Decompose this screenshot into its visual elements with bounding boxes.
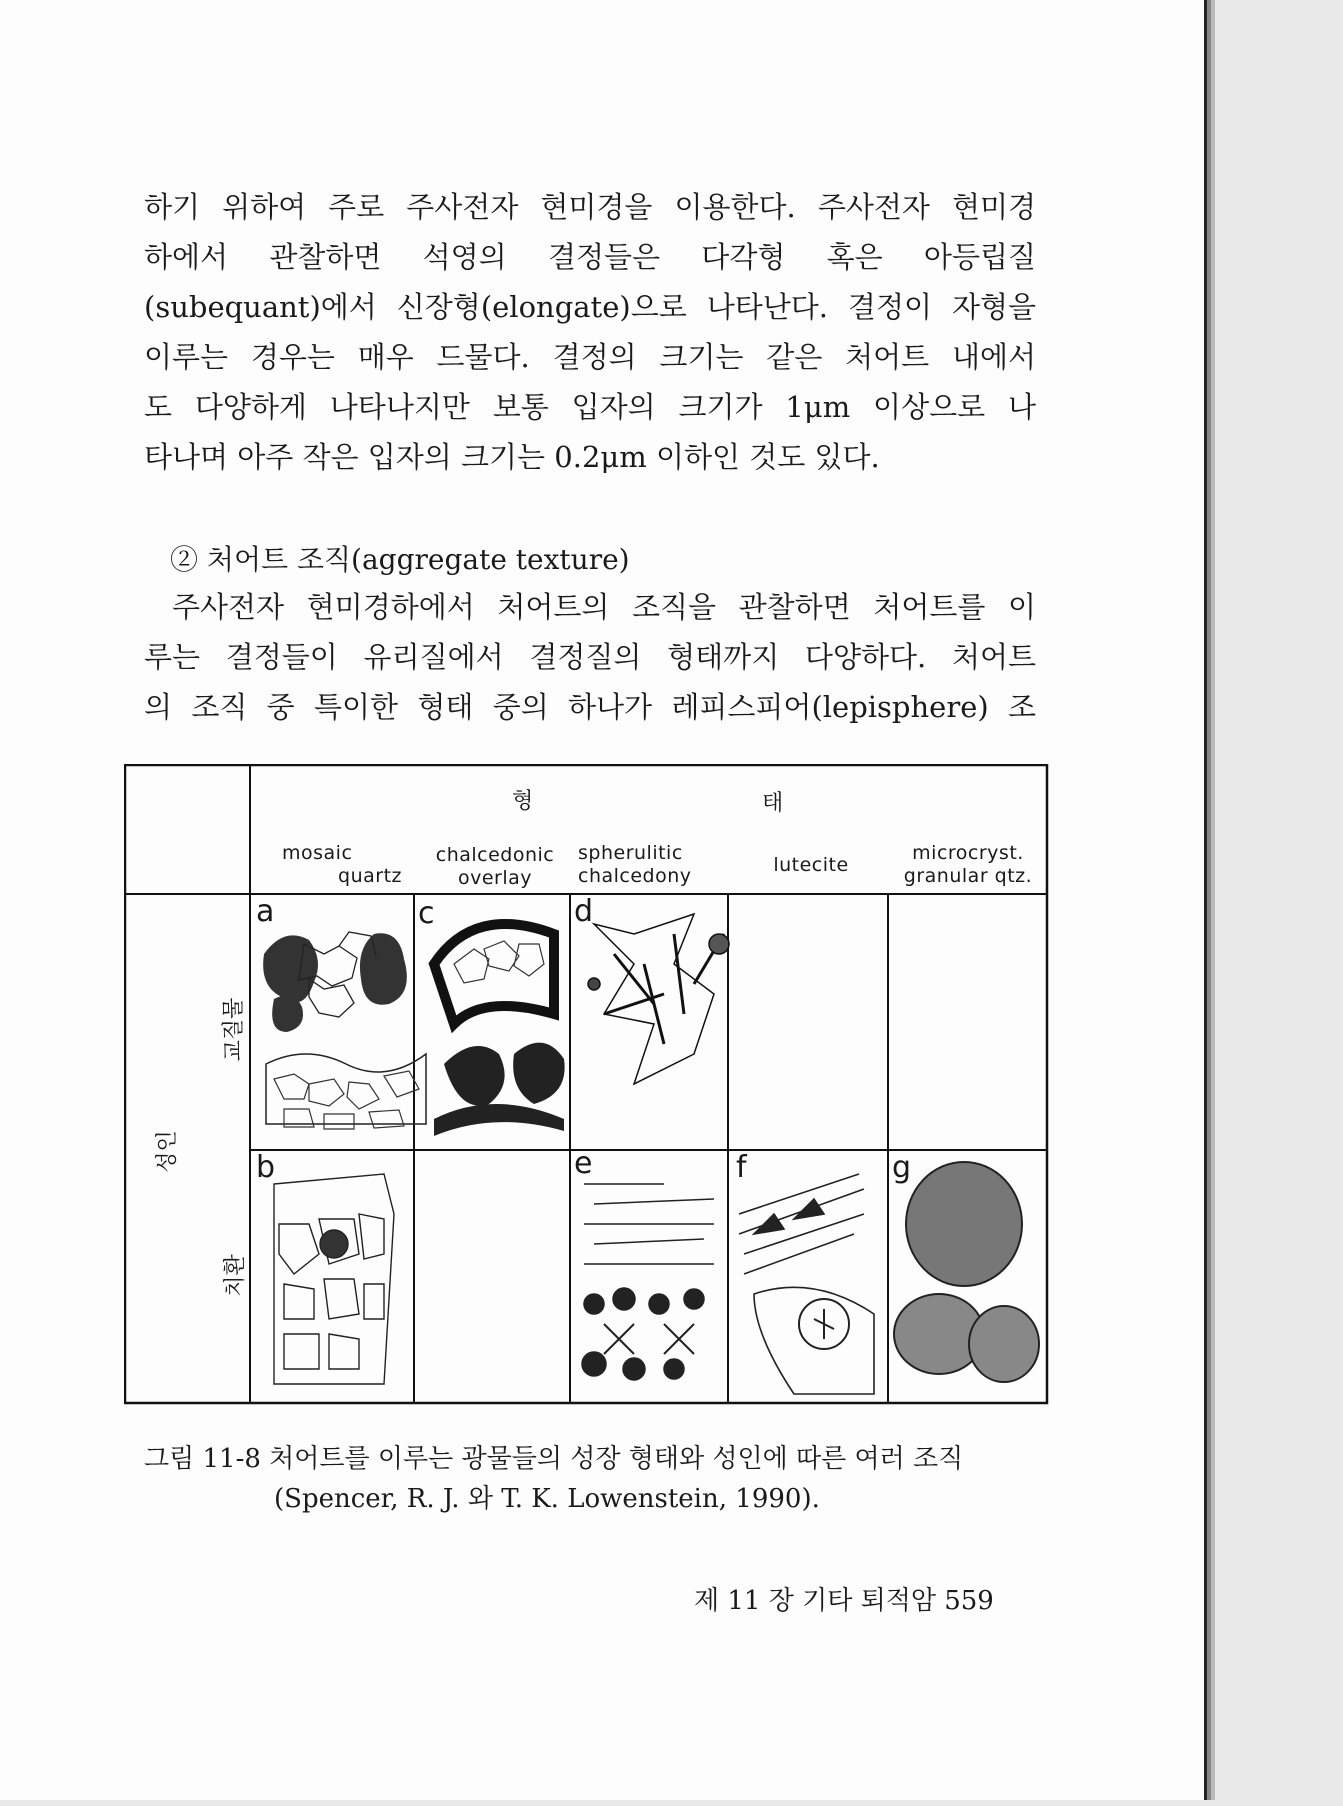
row-label-replacement: 치환 [222,1254,248,1297]
cell-letter-e: e [574,1146,593,1181]
texture-sketch-a [263,932,426,1129]
texture-sketch-e [582,1184,714,1380]
figure-caption: 그림 11-8 처어트를 이루는 광물들의 성장 형태와 성인에 따른 여러 조직 [144,1444,964,1474]
paragraph-line: 타나며 아주 작은 입자의 크기는 0.2μm 이하인 것도 있다. [144,440,880,474]
cell-letter-b: b [256,1150,276,1185]
paragraph-line: 주사전자 현미경하에서 처어트의 조직을 관찰하면 처어트를 이 [172,590,1036,624]
cell-letter-g: g [892,1150,912,1185]
section-heading: ② 처어트 조직(aggregate texture) [170,543,630,576]
column-header-microcryst: microcryst. granular qtz. [903,842,1033,887]
column-header-spherulitic: spherulitic chalcedony [578,842,692,887]
paragraph-line: 하기 위하여 주로 주사전자 현미경을 이용한다. 주사전자 현미경 [144,190,1036,224]
texture-sketch-b [274,1174,394,1384]
paragraph-line: 이루는 경우는 매우 드물다. 결정의 크기는 같은 처어트 내에서 [144,340,1036,374]
column-header-mosaic: mosaic quartz [282,842,402,887]
paragraph-line: 루는 결정들이 유리질에서 결정질의 형태까지 다양하다. 처어트 [144,640,1036,674]
header-label-form: 태 [762,791,784,816]
paragraph-2 [144,582,1036,732]
row-group-label: 성인 [154,1130,180,1173]
paragraph-line: 도 다양하게 나타나지만 보통 입자의 크기가 1μm 이상으로 나 [144,390,1036,424]
texture-sketch-d [588,914,729,1084]
paragraph-line: 하에서 관찰하면 석영의 결정들은 다각형 혹은 아등립질 [144,240,1036,274]
texture-sketch-f [739,1174,874,1394]
paragraph-line: (subequant)에서 신장형(elongate)으로 나타난다. 결정이 자형을 [144,290,1036,324]
column-header-chalcedonic: chalcedonic overlay [435,844,555,889]
texture-sketch-c [434,924,565,1136]
row-label-colloid: 교질물 [221,997,247,1062]
figure-caption-source: (Spencer, R. J. 와 T. K. Lowenstein, 1990). [274,1484,820,1514]
column-header-lutecite: lutecite [773,854,849,876]
paragraph-line: 의 조직 중 특이한 형태 중의 하나가 레피스피어(lepisphere) 조 [144,690,1036,724]
cell-letter-c: c [418,896,435,931]
texture-sketch-g [894,1162,1039,1382]
header-label-shape: 형 [512,789,534,814]
paragraph-1 [144,182,1036,482]
cell-letter-a: a [256,894,275,929]
page-footer: 제 11 장 기타 퇴적암 559 [694,1586,994,1616]
cell-letter-d: d [574,894,594,929]
texture-figure [124,764,1049,1406]
cell-letter-f: f [736,1150,747,1185]
